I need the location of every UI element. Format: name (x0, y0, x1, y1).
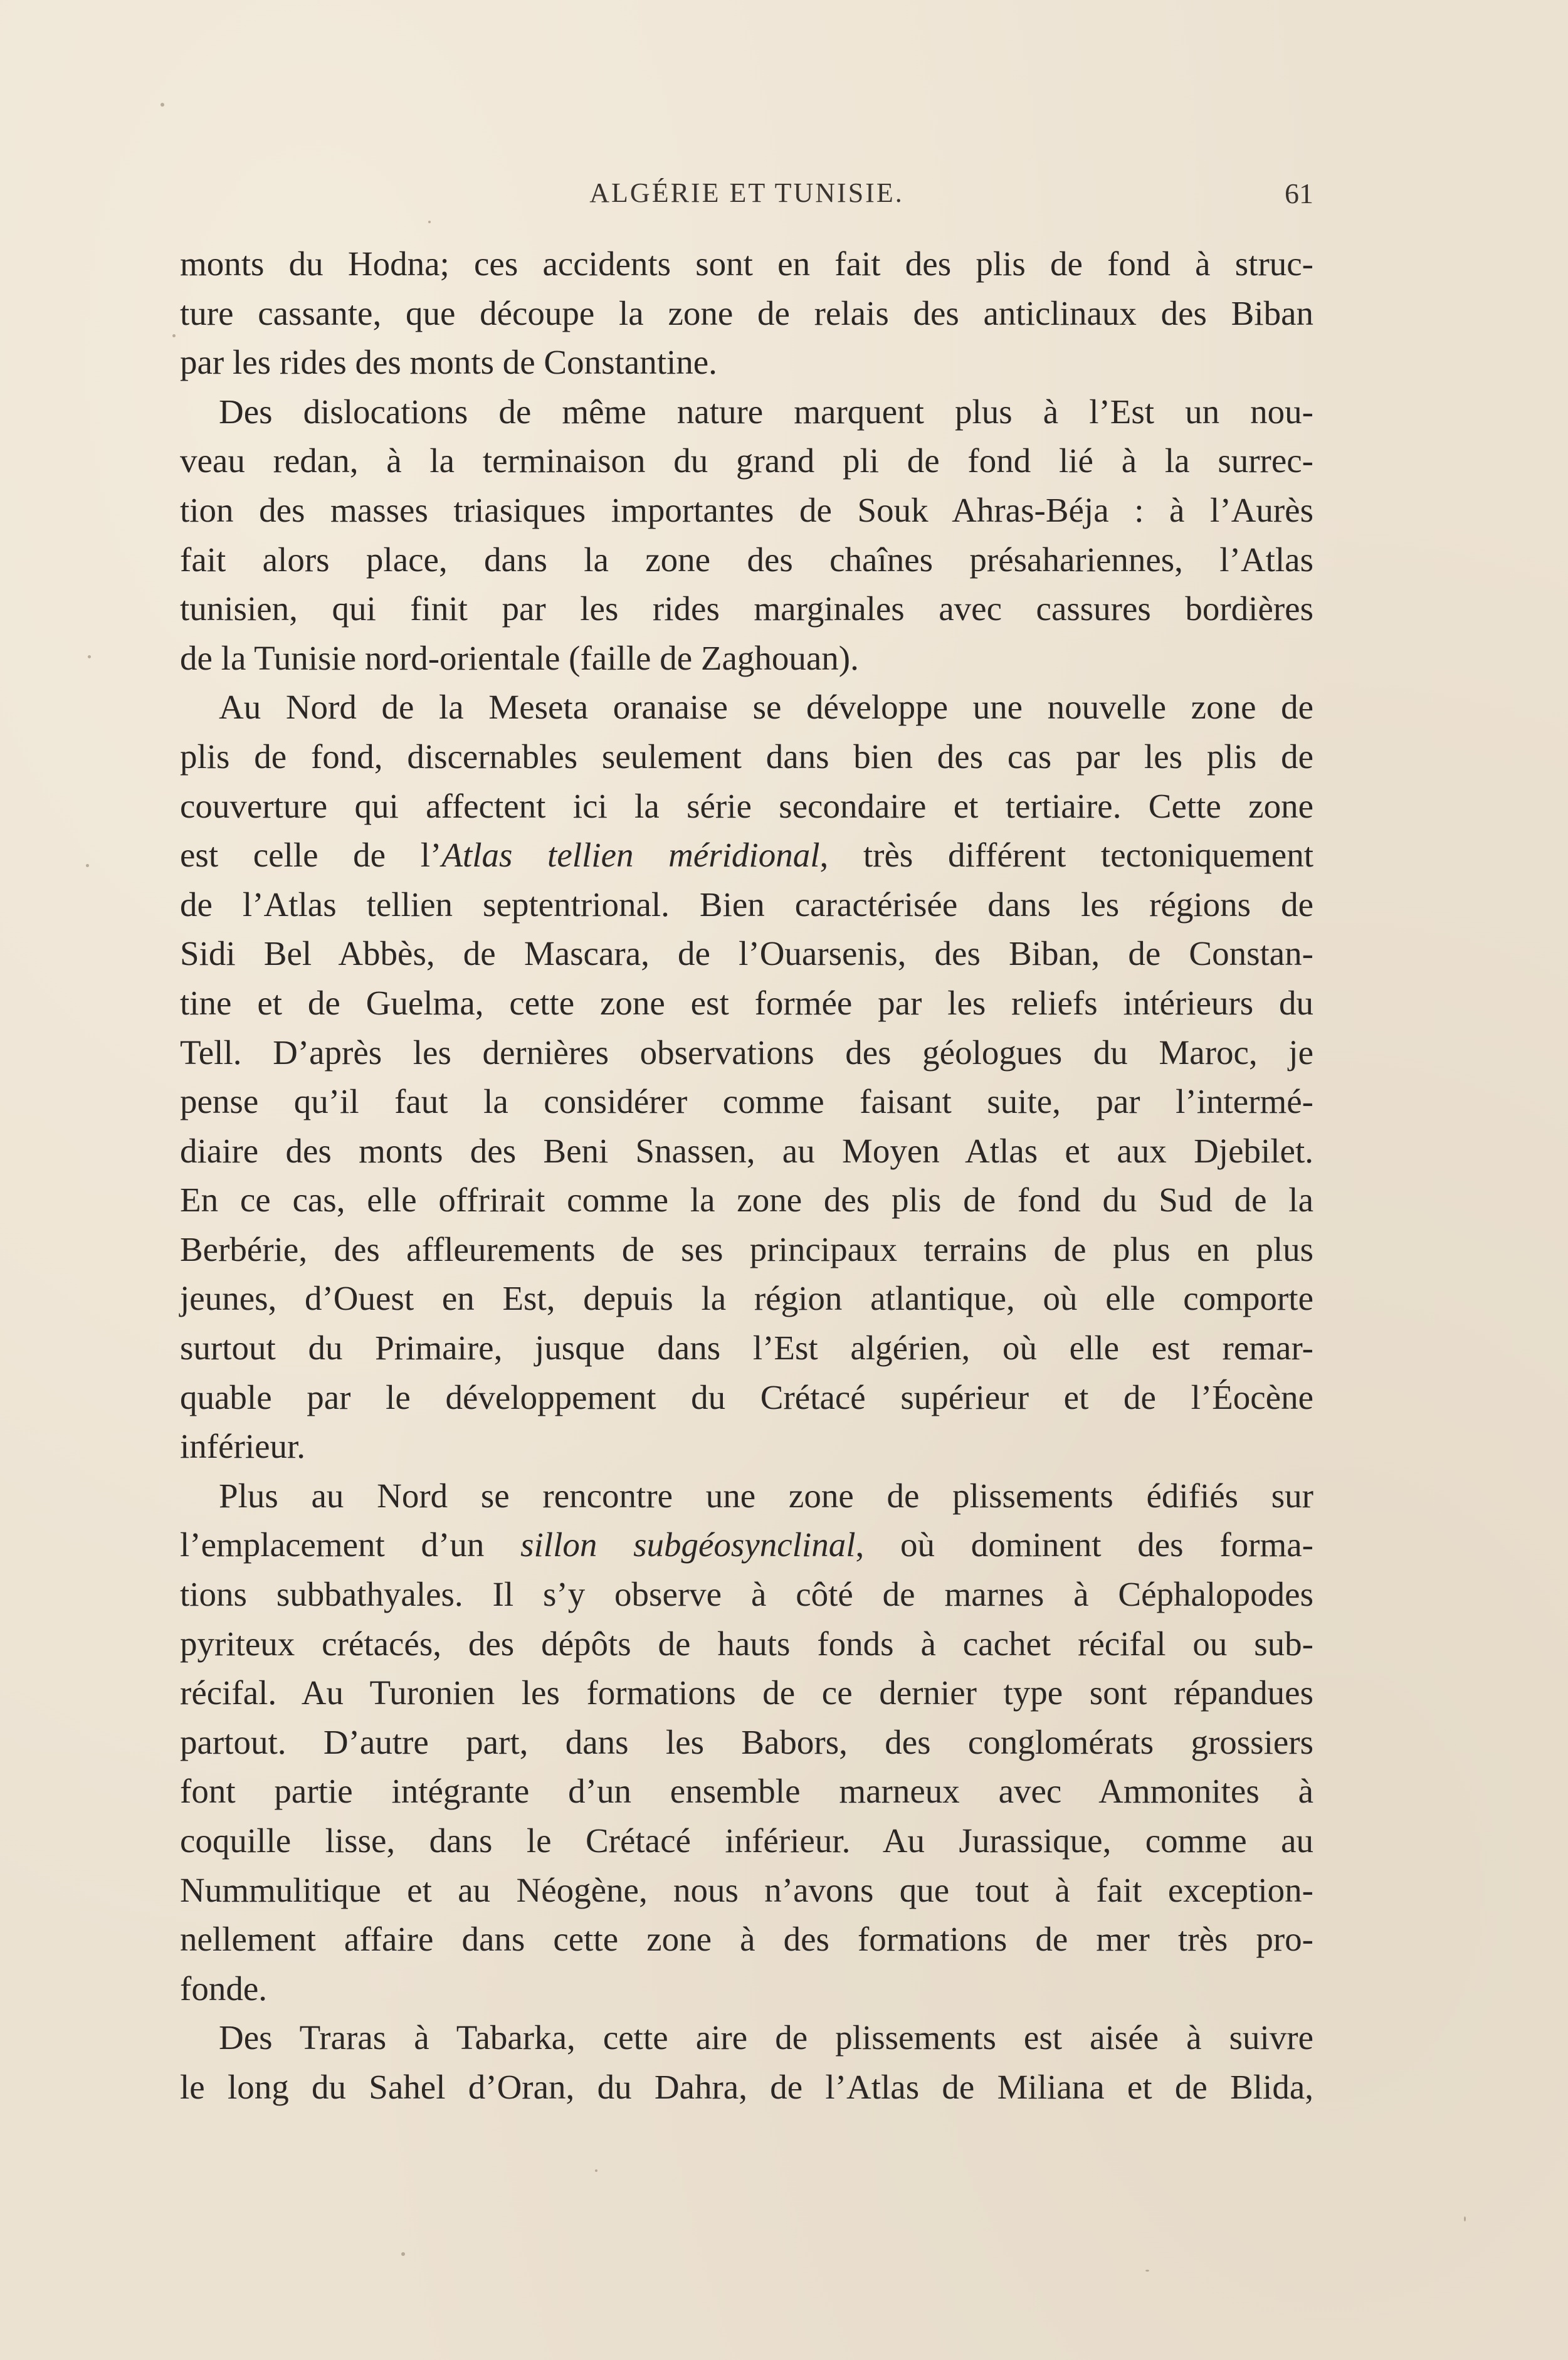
text-line: plis de fond, discernables seulement dans bien des cas par les plis de (180, 737, 1313, 776)
paper-speck (86, 864, 89, 867)
text-line: couverture qui affectent ici la série secondaire et tertiaire. Cette zone (180, 786, 1313, 825)
text-line: veau redan, à la terminaison du grand pli de fond lié à la surrec- (180, 441, 1313, 480)
text-line: Des dislocations de même nature marquent plus à l’Est un nou- (219, 392, 1313, 431)
paper-speck (172, 334, 176, 337)
text-line: Plus au Nord se rencontre une zone de plissements édifiés sur (219, 1476, 1313, 1515)
text-line: tunisien, qui finit par les rides marginales avec cassures bordières (180, 589, 1313, 628)
text-line: de l’Atlas tellien septentrional. Bien caractérisée dans les régions de (180, 885, 1313, 924)
text-line: pyriteux crétacés, des dépôts de hauts fonds à cachet récifal ou sub- (180, 1624, 1313, 1663)
text-line (180, 1520, 1313, 1570)
text-run: est celle de l’ (180, 836, 442, 875)
text-line: inférieur. (180, 1427, 306, 1466)
paper-speck (401, 2252, 405, 2256)
paper-speck (1464, 2216, 1466, 2221)
text-line: monts du Hodna; ces accidents sont en fait des plis de fond à struc- (180, 245, 1313, 283)
text-line: En ce cas, elle offrirait comme la zone des plis de fond du Sud de la (180, 1181, 1313, 1220)
text-line: tion des masses triasiques importantes de Souk Ahras-Béja : à l’Aurès (180, 490, 1313, 529)
text-line: coquille lisse, dans le Crétacé inférieur. Au Jurassique, comme au (180, 1821, 1313, 1860)
text-line: tine et de Guelma, cette zone est formée par les reliefs intérieurs du (180, 983, 1313, 1022)
text-line: fonde. (180, 1969, 267, 2008)
paper-speck (428, 221, 431, 223)
text-line: tions subbathyales. Il s’y observe à côté de marnes à Céphalopodes (180, 1575, 1313, 1614)
text-line: Berbérie, des affleurements de ses principaux terrains de plus en plus (180, 1230, 1313, 1268)
paper-speck (160, 103, 164, 107)
text-line: nellement affaire dans cette zone à des formations de mer très pro- (180, 1920, 1313, 1959)
running-header (180, 177, 1313, 214)
text-line: Nummulitique et au Néogène, nous n’avons que tout à fait exception- (180, 1870, 1313, 1909)
page-number: 61 (1285, 177, 1313, 209)
text-line: diaire des monts des Beni Snassen, au Moyen Atlas et aux Djebilet. (180, 1131, 1313, 1170)
paper-speck (1145, 2270, 1149, 2272)
text-line: pense qu’il faut la considérer comme faisant suite, par l’intermé- (180, 1082, 1313, 1121)
text-run: , où dominent des forma- (855, 1525, 1313, 1564)
text-line: Des Traras à Tabarka, cette aire de plissements est aisée à suivre (219, 2018, 1313, 2057)
paper-speck (88, 655, 91, 658)
italic-term: Atlas tellien méridional (441, 836, 820, 875)
text-line: surtout du Primaire, jusque dans l’Est algérien, où elle est remar- (180, 1329, 1313, 1367)
text-line: partout. D’autre part, dans les Babors, des conglomérats grossiers (180, 1722, 1313, 1761)
text-line: fait alors place, dans la zone des chaînes présahariennes, l’Atlas (180, 540, 1313, 579)
body-text (180, 240, 1313, 2112)
running-title: ALGÉRIE ET TUNISIE. (589, 177, 904, 208)
text-line: par les rides des monts de Constantine. (180, 343, 717, 382)
text-line: Tell. D’après les dernières observations des géologues du Maroc, je (180, 1033, 1313, 1072)
text-line: Sidi Bel Abbès, de Mascara, de l’Ouarsenis, des Biban, de Constan- (180, 934, 1313, 973)
text-line: le long du Sahel d’Oran, du Dahra, de l’Atlas de Miliana et de Blida, (180, 2067, 1313, 2106)
text-run: l’emplacement d’un (180, 1525, 521, 1564)
text-line (180, 831, 1313, 880)
text-line: ture cassante, que découpe la zone de relais des anticlinaux des Biban (180, 293, 1313, 332)
paper-speck (595, 2169, 597, 2172)
text-line: quable par le développement du Crétacé supérieur et de l’Éocène (180, 1378, 1313, 1416)
italic-term: sillon subgéosynclinal (520, 1525, 856, 1564)
text-line: de la Tunisie nord-orientale (faille de Zaghouan). (180, 638, 859, 677)
text-line: font partie intégrante d’un ensemble marneux avec Ammonites à (180, 1772, 1313, 1811)
text-line: jeunes, d’Ouest en Est, depuis la région atlantique, où elle comporte (180, 1279, 1313, 1318)
text-run: , très différent tectoniquement (819, 836, 1313, 875)
text-line: récifal. Au Turonien les formations de ce dernier type sont répandues (180, 1673, 1313, 1712)
text-line: Au Nord de la Meseta oranaise se développe une nouvelle zone de (219, 688, 1313, 727)
